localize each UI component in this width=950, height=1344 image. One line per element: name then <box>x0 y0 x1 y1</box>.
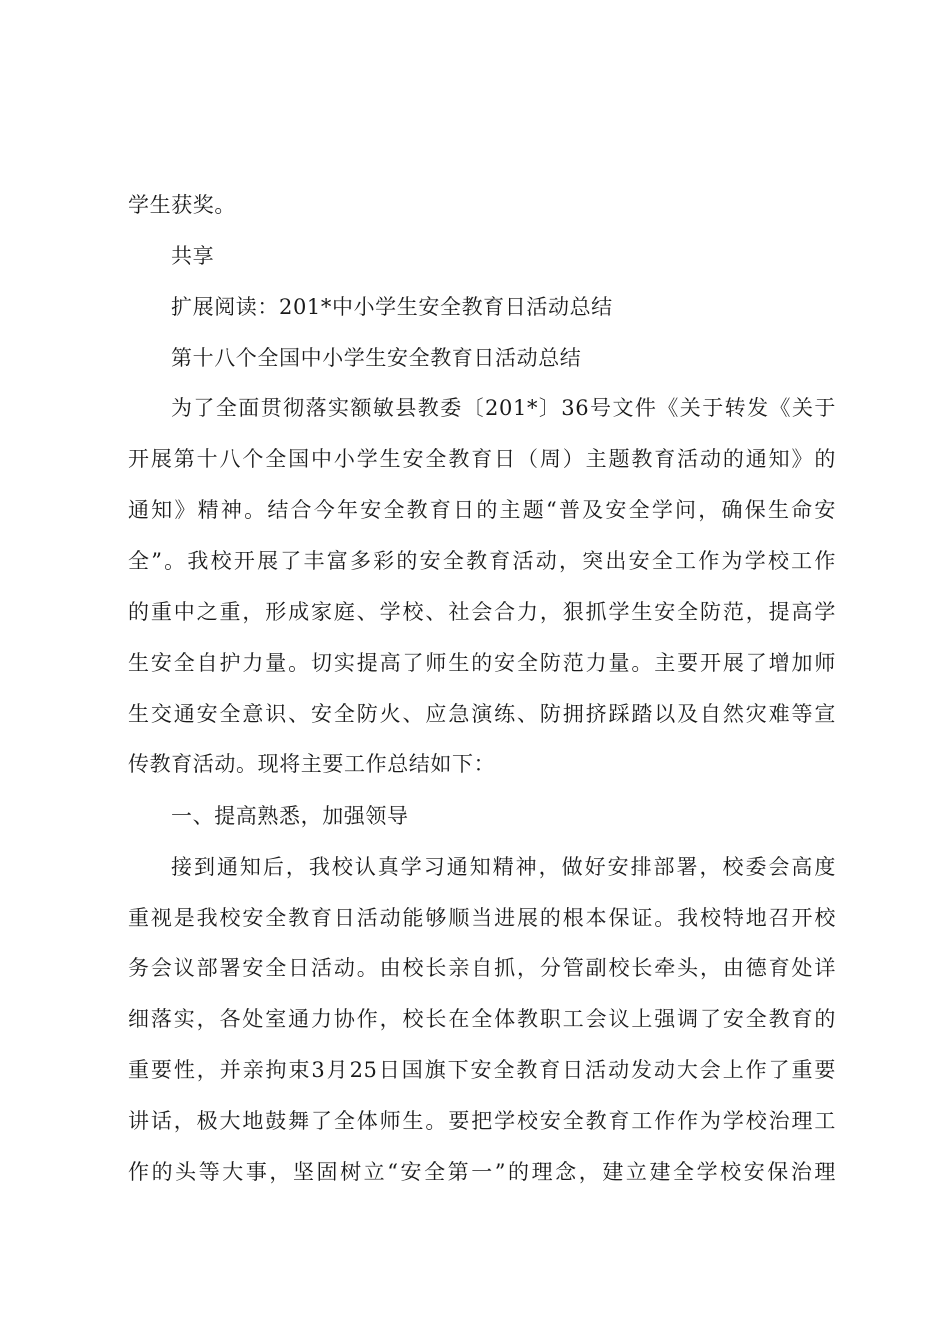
paragraph-line: 生交通安全意识、安全防火、应急演练、防拥挤踩踏以及自然灾难等宣 <box>128 702 836 726</box>
text-line-share: 共享 <box>171 244 215 268</box>
section-heading: 一、提高熟悉，加强领导 <box>171 804 409 828</box>
paragraph-line: 为了全面贯彻落实额敏县教委〔201*〕36号文件《关于转发《关于 <box>171 396 836 420</box>
paragraph-line: 务会议部署安全日活动。由校长亲自抓，分管副校长牵头，由德育处详 <box>128 956 836 980</box>
paragraph-line: 通知》精神。结合今年安全教育日的主题“普及安全学问，确保生命安 <box>128 498 836 522</box>
text-line-extended-reading: 扩展阅读：201*中小学生安全教育日活动总结 <box>171 295 613 319</box>
paragraph-line: 重要性，并亲拘束3月25日国旗下安全教育日活动发动大会上作了重要 <box>128 1058 836 1082</box>
paragraph-line: 接到通知后，我校认真学习通知精神，做好安排部署，校委会高度 <box>171 855 836 879</box>
paragraph-line: 细落实，各处室通力协作，校长在全体教职工会议上强调了安全教育的 <box>128 1007 836 1031</box>
paragraph-line: 作的头等大事，坚固树立“安全第一”的理念，建立建全学校安保治理 <box>128 1160 836 1184</box>
text-line-continuation: 学生获奖。 <box>128 193 236 217</box>
paragraph-line: 生安全自护力量。切实提高了师生的安全防范力量。主要开展了增加师 <box>128 651 836 675</box>
paragraph-line: 重视是我校安全教育日活动能够顺当进展的根本保证。我校特地召开校 <box>128 906 836 930</box>
paragraph-line: 开展第十八个全国中小学生安全教育日（周）主题教育活动的通知》的 <box>128 447 836 471</box>
paragraph-line: 传教育活动。现将主要工作总结如下： <box>128 752 496 776</box>
paragraph-line: 讲话，极大地鼓舞了全体师生。要把学校安全教育工作作为学校治理工 <box>128 1109 836 1133</box>
paragraph-line: 的重中之重，形成家庭、学校、社会合力，狠抓学生安全防范，提高学 <box>128 600 836 624</box>
paragraph-line: 全”。我校开展了丰富多彩的安全教育活动，突出安全工作为学校工作 <box>128 549 836 573</box>
document-title: 第十八个全国中小学生安全教育日活动总结 <box>171 346 582 370</box>
